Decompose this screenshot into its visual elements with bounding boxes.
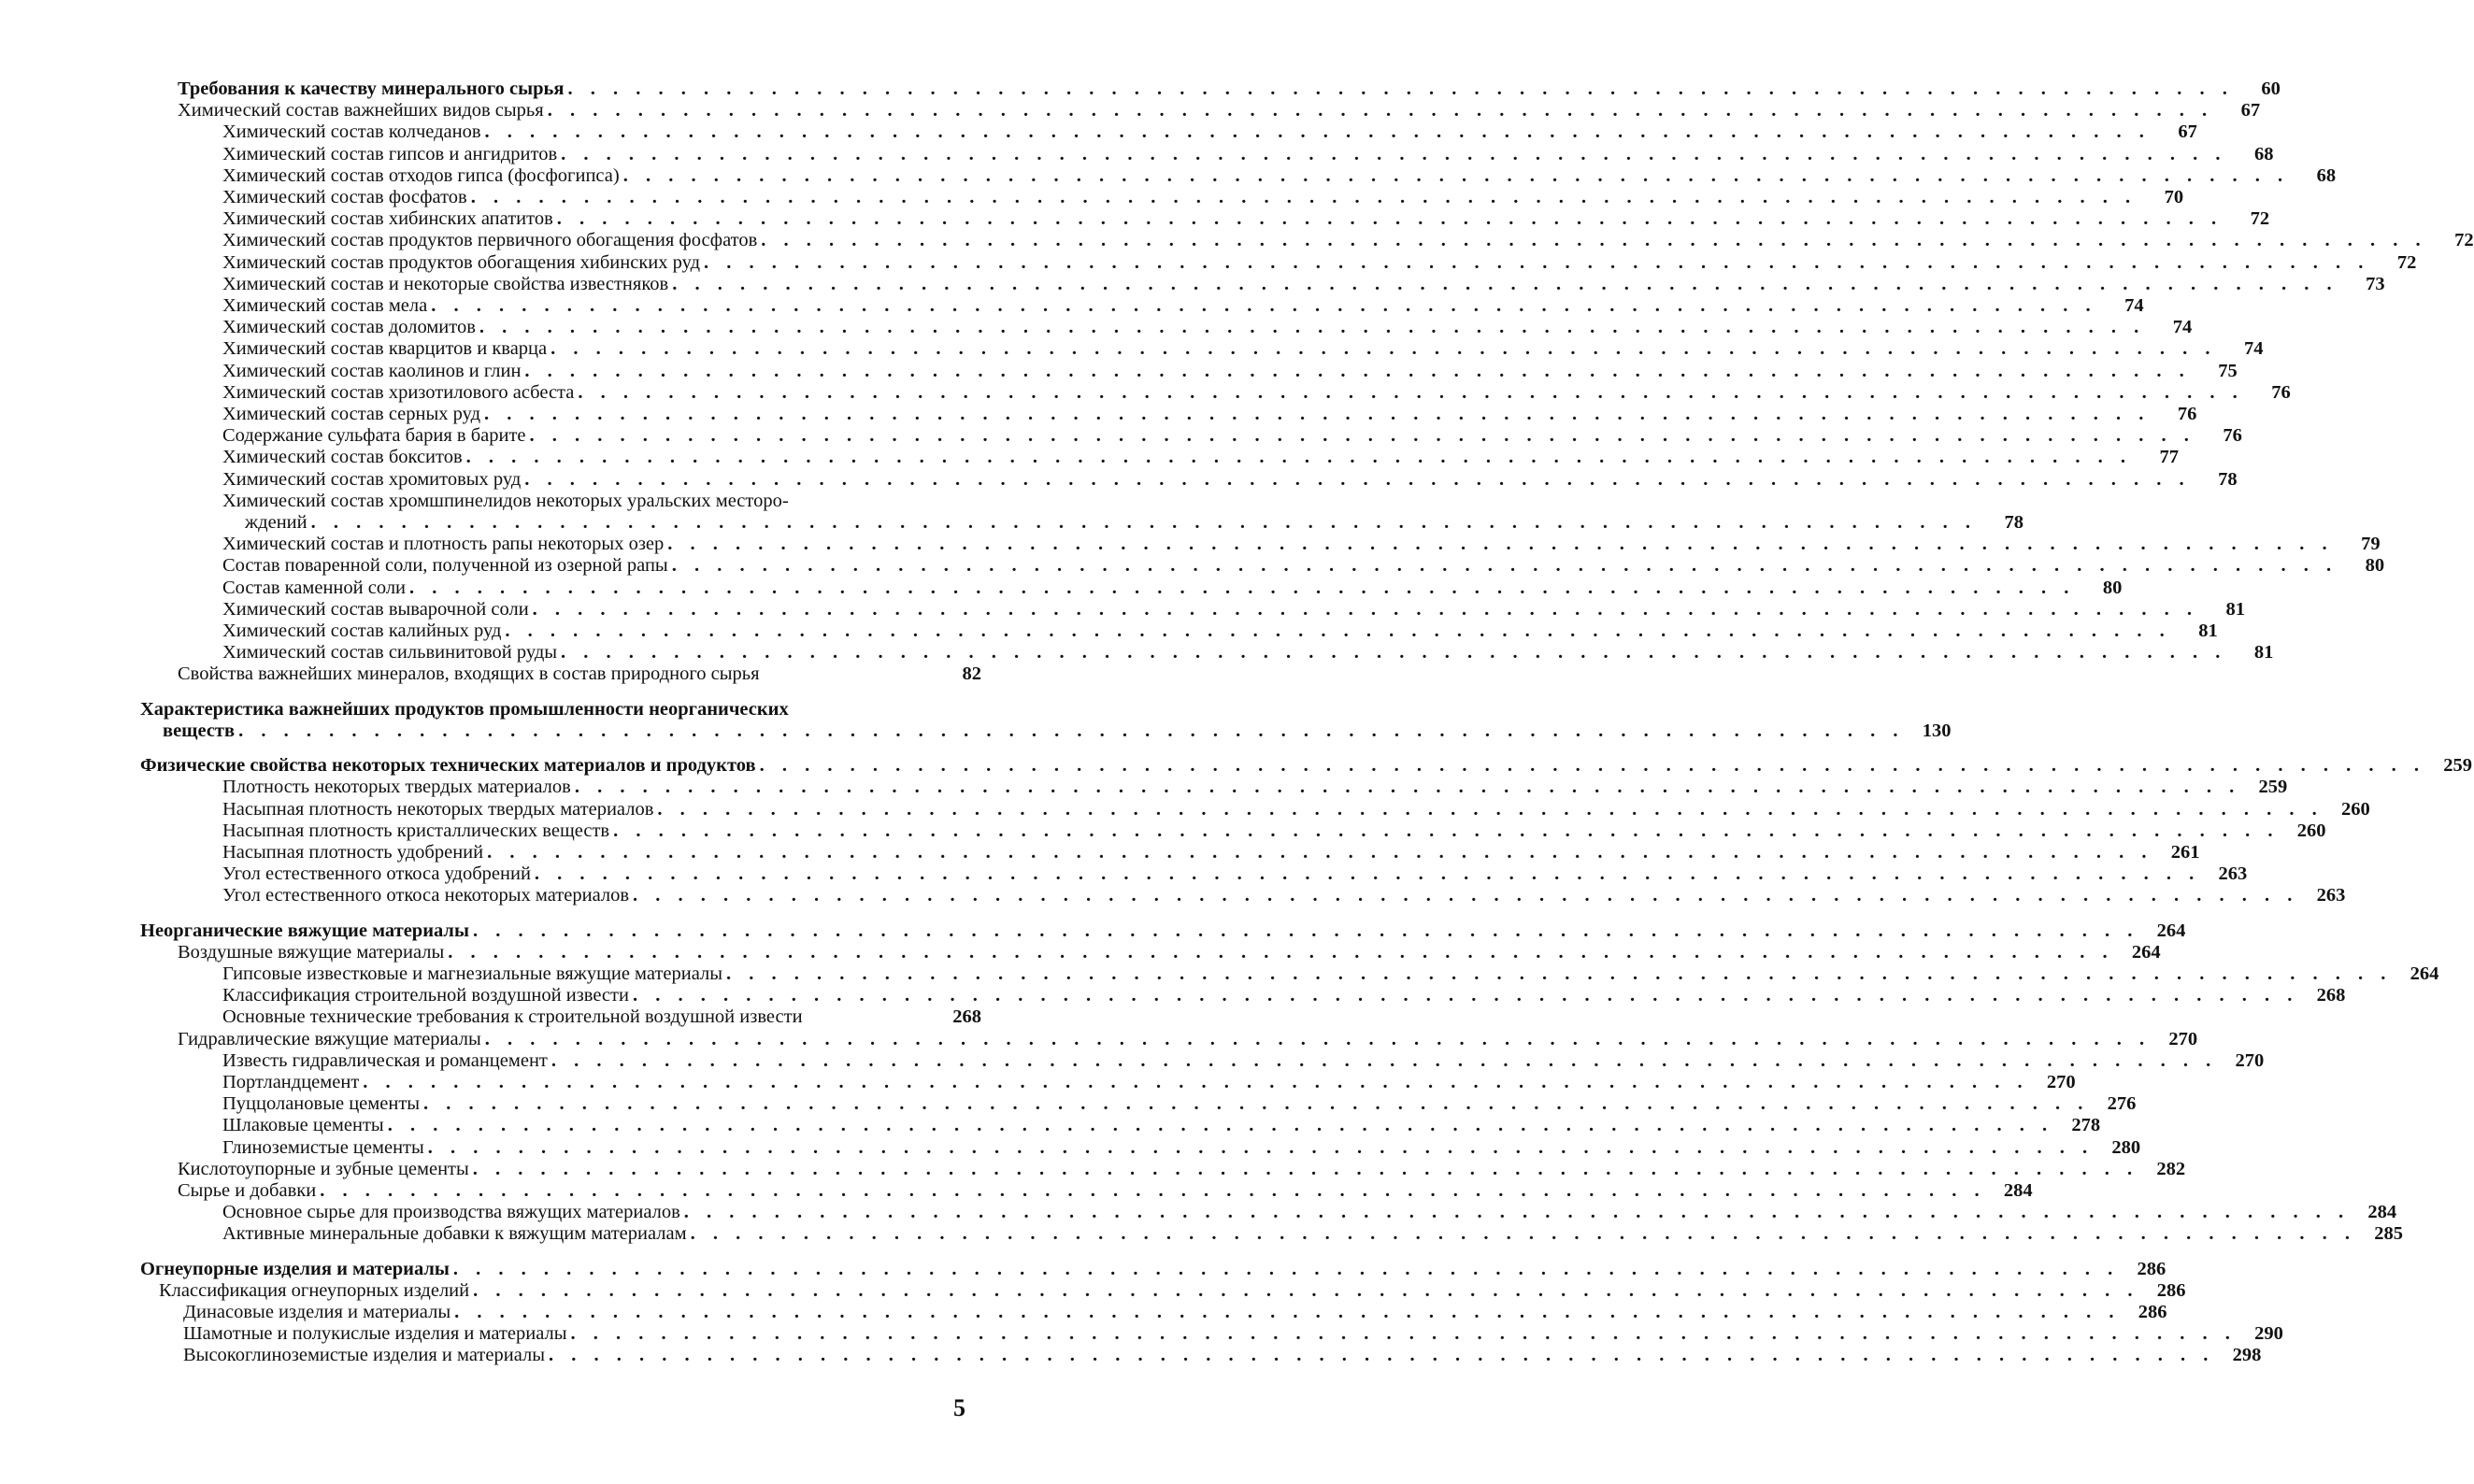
toc-entry-page: 264	[2131, 941, 2161, 963]
dot-leader	[423, 1093, 2089, 1115]
toc-entry[interactable]	[140, 100, 2261, 121]
dot-leader	[505, 621, 2170, 642]
toc-entry-page: 284	[2003, 1179, 2033, 1201]
toc-entry-page: 72	[2396, 251, 2417, 273]
toc-entry-title: Химический состав хромитовых руд	[222, 468, 522, 490]
toc-entry-title-continued: ждений	[245, 512, 307, 534]
toc-entry[interactable]	[140, 1202, 2397, 1223]
toc-entry-title: Плотность некоторых твердых материалов	[222, 777, 571, 798]
dot-leader	[454, 1302, 2120, 1323]
toc-entry[interactable]	[140, 820, 2326, 842]
toc-entry[interactable]	[140, 381, 2291, 404]
toc-entry-page: 130	[1922, 720, 1952, 741]
toc-entry-page: 72	[2250, 208, 2270, 230]
toc-entry-page: 74	[2244, 338, 2264, 360]
toc-entry[interactable]	[140, 1049, 2265, 1072]
toc-entry[interactable]	[140, 404, 2197, 425]
toc-entry-page: 270	[2168, 1028, 2198, 1049]
toc-entry-page: 76	[2271, 381, 2291, 403]
toc-entry-title: Воздушные вяжущие материалы	[178, 941, 445, 963]
toc-entry-title: Химический состав и некоторые свойства известняков	[222, 273, 669, 294]
dot-leader	[561, 144, 2226, 165]
toc-entry-title: Химический состав сильвинитовой руды	[222, 642, 558, 664]
dot-leader	[548, 100, 2213, 121]
toc-entry-title: Шлаковые цементы	[222, 1115, 384, 1136]
toc-entry-title: Химический состав мела	[222, 295, 428, 317]
dot-leader	[466, 447, 2132, 468]
toc-entry-title: Насыпная плотность некоторых твердых материалов	[222, 798, 654, 820]
toc-entry[interactable]	[140, 143, 2274, 165]
toc-entry-page: 72	[2454, 230, 2474, 251]
toc-entry-page: 76	[2223, 425, 2242, 447]
dot-leader	[761, 230, 2426, 251]
toc-entry-page: 60	[2261, 78, 2281, 99]
dot-leader	[623, 165, 2289, 187]
dot-leader	[704, 252, 2369, 274]
toc-entry-page: 270	[2235, 1049, 2265, 1071]
toc-entry-title: Состав поваренной соли, полученной из озерной рапы	[222, 555, 668, 577]
page-number: 5	[953, 1394, 965, 1421]
dot-leader	[311, 512, 1977, 534]
toc-entry[interactable]	[140, 1223, 2403, 1245]
toc-entry-title: Гидравлические вяжущие материалы	[178, 1028, 481, 1049]
toc-entry-title: Химический состав гипсов и ангидритов	[222, 143, 558, 164]
toc-entry-page: 280	[2111, 1136, 2141, 1158]
toc-entry-page: 268	[952, 1006, 981, 1028]
toc-entry[interactable]	[140, 555, 2385, 577]
toc-entry[interactable]	[140, 164, 2337, 187]
toc-entry-title: Кислотоупорные и зубные цементы	[178, 1158, 469, 1179]
toc-entry-title: Химический состав хризотилового асбеста	[222, 381, 575, 403]
toc-entry-title: Состав каменной соли	[222, 577, 407, 598]
toc-entry-title: Глиноземистые цементы	[222, 1136, 424, 1158]
toc-entry[interactable]	[140, 1006, 981, 1028]
toc-entry[interactable]	[140, 1258, 2167, 1280]
toc-entry[interactable]	[140, 1323, 2283, 1345]
toc-entry-title: Насыпная плотность удобрений	[222, 841, 484, 863]
toc-entry[interactable]	[140, 447, 2180, 468]
dot-leader	[388, 1115, 2053, 1136]
toc-entry-page: 263	[2316, 885, 2346, 906]
dot-leader	[575, 777, 2240, 798]
toc-entry[interactable]	[140, 1179, 2033, 1202]
toc-entry-title: Шамотные и полукислые изделия и материалы	[183, 1323, 567, 1345]
dot-leader	[530, 425, 2195, 447]
toc-entry[interactable]	[140, 187, 2184, 208]
dot-leader	[657, 799, 2323, 820]
toc-entry-title: Известь гидравлическая и романцемент	[222, 1049, 548, 1071]
toc-entry[interactable]	[140, 664, 981, 685]
toc-entry[interactable]	[140, 208, 2270, 230]
dot-leader	[760, 755, 2425, 777]
toc-entry-page: 278	[2071, 1115, 2101, 1136]
toc-entry-page: 284	[2367, 1202, 2397, 1223]
toc-entry-title: Динасовые изделия и материалы	[183, 1301, 451, 1322]
toc-entry[interactable]	[140, 121, 2197, 143]
toc-entry-title: Высокоглиноземистые изделия и материалы	[183, 1345, 545, 1366]
toc-entry-page: 276	[2107, 1093, 2137, 1115]
toc-entry-page: 298	[2232, 1345, 2262, 1366]
toc-entry-title: Химический состав бокситов	[222, 447, 463, 468]
toc-entry-title: Насыпная плотность кристаллических веществ	[222, 820, 610, 841]
toc-entry[interactable]	[140, 1345, 2262, 1366]
toc-entry[interactable]	[140, 1158, 2186, 1180]
dot-leader	[549, 1345, 2214, 1366]
toc-entry[interactable]	[140, 577, 2123, 599]
toc-entry[interactable]	[140, 78, 2281, 100]
toc-entry-title: Основные технические требования к строительной воздушной извести	[222, 1006, 803, 1028]
toc-entry[interactable]	[140, 963, 2439, 985]
toc-entry[interactable]	[140, 338, 2264, 360]
toc-entry-title: Химический состав отходов гипса (фосфогипса)	[222, 164, 620, 186]
toc-entry[interactable]	[140, 920, 2186, 942]
dot-leader	[428, 1137, 2094, 1159]
toc-entry-page: 70	[2164, 187, 2184, 208]
dot-leader	[551, 338, 2216, 360]
toc-entry[interactable]	[140, 1301, 2167, 1323]
toc-entry[interactable]	[140, 1115, 2101, 1136]
toc-entry[interactable]	[140, 598, 2246, 621]
toc-entry-title: Химический состав важнейших видов сырья	[178, 100, 544, 121]
toc-entry-title: Угол естественного откоса некоторых материалов	[222, 885, 630, 906]
toc-entry[interactable]	[140, 863, 2248, 885]
dot-leader	[684, 1202, 2350, 1223]
toc-entry-title: Химический состав колчеданов	[222, 121, 481, 143]
dot-leader	[551, 1050, 2217, 1072]
toc-entry-page: 270	[2046, 1071, 2076, 1092]
toc-entry[interactable]	[140, 755, 2472, 777]
dot-leader	[570, 1323, 2236, 1345]
toc-entry-title: Характеристика важнейших продуктов промышленности неорганических	[140, 698, 789, 720]
toc-entry-title: Требования к качеству минерального сырья	[178, 78, 565, 99]
toc-entry-page: 263	[2218, 863, 2248, 885]
toc-entry-page: 68	[2254, 143, 2274, 164]
toc-entry[interactable]	[140, 841, 2200, 863]
toc-entry-page: 73	[2366, 273, 2385, 294]
toc-entry[interactable]	[140, 698, 1952, 742]
toc-entry[interactable]	[140, 273, 2385, 295]
toc-entry-page: 259	[2258, 777, 2288, 798]
toc-entry[interactable]	[140, 1093, 2137, 1115]
dot-leader	[535, 863, 2200, 885]
toc-entry[interactable]	[140, 885, 2346, 906]
toc-entry-title: Свойства важнейших минералов, входящих в состав природного сырья	[178, 664, 760, 685]
toc-entry-page: 76	[2177, 404, 2197, 425]
toc-entry-title: Огнеупорные изделия и материалы	[140, 1258, 450, 1279]
dot-leader	[613, 820, 2279, 842]
toc-entry-page: 285	[2374, 1223, 2403, 1245]
dot-leader	[557, 208, 2223, 230]
dot-leader	[691, 1223, 2356, 1245]
toc-entry[interactable]	[140, 317, 2193, 338]
toc-entry-title: Содержание сульфата бария в барите	[222, 425, 526, 447]
toc-entry-title: Химический состав кварцитов и кварца	[222, 338, 548, 360]
toc-entry[interactable]	[140, 985, 2346, 1006]
toc-entry-page: 68	[2316, 164, 2337, 186]
dot-leader	[726, 963, 2392, 985]
dot-leader	[578, 382, 2243, 404]
dot-leader	[561, 642, 2226, 664]
dot-leader	[524, 361, 2190, 382]
toc-entry-title: Сырье и добавки	[178, 1179, 317, 1201]
toc-entry-page: 80	[2365, 555, 2385, 577]
dot-leader	[533, 599, 2198, 621]
dot-leader	[448, 942, 2113, 963]
toc-entry-page: 81	[2198, 621, 2218, 642]
toc-entry-page: 81	[2253, 642, 2274, 664]
dot-leader	[485, 121, 2151, 143]
toc-entry-title: Основное сырье для производства вяжущих материалов	[222, 1202, 680, 1223]
dot-leader	[633, 985, 2298, 1006]
toc-entry-page: 75	[2218, 360, 2238, 381]
toc-entry-title: Химический состав продуктов первичного обогащения фосфатов	[222, 230, 758, 251]
toc-entry-title: Химический состав и плотность рапы некоторых озер	[222, 534, 665, 555]
toc-entry[interactable]	[140, 1279, 2186, 1302]
dot-leader	[473, 1280, 2138, 1302]
toc-entry-page: 80	[2102, 577, 2123, 598]
dot-leader	[568, 78, 2234, 100]
toc-entry-title: Химический состав серных руд	[222, 404, 481, 425]
dot-leader	[485, 1029, 2151, 1050]
toc-entry-page: 286	[2137, 1258, 2167, 1279]
toc-entry[interactable]	[140, 1136, 2141, 1159]
dot-leader	[363, 1072, 2028, 1093]
dot-leader	[473, 920, 2138, 942]
dot-leader	[471, 187, 2137, 208]
toc-entry-page: 74	[2172, 317, 2193, 338]
toc-entry-page: 77	[2159, 447, 2180, 468]
toc-entry-title: Угол естественного откоса удобрений	[222, 863, 531, 885]
toc-entry-page: 259	[2443, 755, 2472, 777]
toc-entry-page: 78	[2218, 468, 2238, 490]
toc-entry-title: Химический состав каолинов и глин	[222, 360, 522, 381]
toc-entry-title: Классификация строительной воздушной извести	[222, 985, 629, 1006]
dot-leader	[484, 404, 2150, 425]
toc-entry-title: Классификация огнеупорных изделий	[159, 1279, 470, 1301]
toc-entry-title: Активные минеральные добавки к вяжущим материалам	[222, 1223, 687, 1245]
toc-entry-page: 282	[2156, 1158, 2186, 1179]
toc-entry-page: 290	[2254, 1323, 2283, 1345]
dot-leader	[473, 1159, 2138, 1180]
dot-leader	[487, 842, 2152, 863]
dot-leader	[479, 317, 2145, 338]
toc-entry-page: 286	[2138, 1301, 2167, 1322]
toc-entry[interactable]	[140, 251, 2417, 274]
dot-leader	[453, 1259, 2119, 1280]
toc-entry-page: 67	[2240, 100, 2261, 121]
toc-entry-title: Портландцемент	[222, 1071, 360, 1092]
dot-leader	[238, 721, 1904, 742]
dot-leader	[409, 578, 2075, 599]
toc-entry[interactable]	[140, 534, 2381, 555]
toc-entry[interactable]	[140, 490, 2024, 534]
toc-entry-title-continued: веществ	[163, 720, 236, 741]
dot-leader	[431, 295, 2096, 317]
toc-entry-page: 81	[2225, 598, 2246, 620]
toc-entry-title: Гипсовые известковые и магнезиальные вяжущие материалы	[222, 963, 723, 984]
toc-entry[interactable]	[140, 295, 2144, 317]
dot-leader	[667, 534, 2333, 555]
toc-entry[interactable]	[140, 1028, 2198, 1050]
toc-entry-title: Химический состав продуктов обогащения хибинских руд	[222, 251, 701, 273]
toc-entry-page: 260	[2296, 820, 2326, 841]
toc-entry[interactable]	[140, 777, 2288, 798]
dot-leader	[524, 469, 2190, 491]
dot-leader	[320, 1180, 1985, 1202]
toc-entry[interactable]	[140, 941, 2161, 963]
toc-entry-title: Физические свойства некоторых технических материалов и продуктов	[140, 755, 756, 777]
toc-entry-page: 268	[2316, 985, 2346, 1006]
toc-entry-page: 78	[2004, 512, 2024, 534]
table-of-contents	[140, 78, 2474, 1367]
toc-entry-title: Химический состав калийных руд	[222, 621, 502, 642]
dot-leader	[672, 274, 2338, 295]
dot-leader	[672, 555, 2338, 577]
toc-entry-title: Химический состав хибинских апатитов	[222, 208, 553, 230]
toc-entry[interactable]	[140, 230, 2474, 251]
toc-entry[interactable]	[140, 798, 2370, 820]
toc-entry-page: 260	[2341, 798, 2370, 820]
toc-entry[interactable]	[140, 360, 2238, 382]
toc-entry-title: Химический состав фосфатов	[222, 187, 467, 208]
dot-leader	[633, 885, 2298, 906]
toc-entry-title: Неорганические вяжущие материалы	[140, 920, 469, 941]
toc-entry[interactable]	[140, 621, 2218, 642]
toc-entry[interactable]	[140, 468, 2238, 491]
toc-entry-page: 264	[2156, 920, 2186, 941]
toc-entry[interactable]	[140, 642, 2274, 664]
toc-entry-page: 74	[2124, 295, 2144, 317]
toc-entry-page: 67	[2178, 121, 2197, 143]
toc-entry-page: 286	[2156, 1279, 2186, 1301]
toc-entry-title: Пуццолановые цементы	[222, 1093, 421, 1115]
toc-entry[interactable]	[140, 425, 2242, 447]
toc-entry-title: Химический состав доломитов	[222, 317, 476, 338]
toc-entry-page: 82	[962, 664, 981, 685]
toc-entry[interactable]	[140, 1071, 2076, 1093]
toc-entry-page: 264	[2410, 963, 2439, 984]
toc-entry-page: 79	[2361, 534, 2381, 555]
toc-entry-title: Химический состав выварочной соли	[222, 598, 529, 620]
toc-entry-page: 261	[2170, 841, 2200, 863]
toc-entry-title: Химический состав хромшпинелидов некоторых уральских месторо-	[222, 490, 789, 511]
